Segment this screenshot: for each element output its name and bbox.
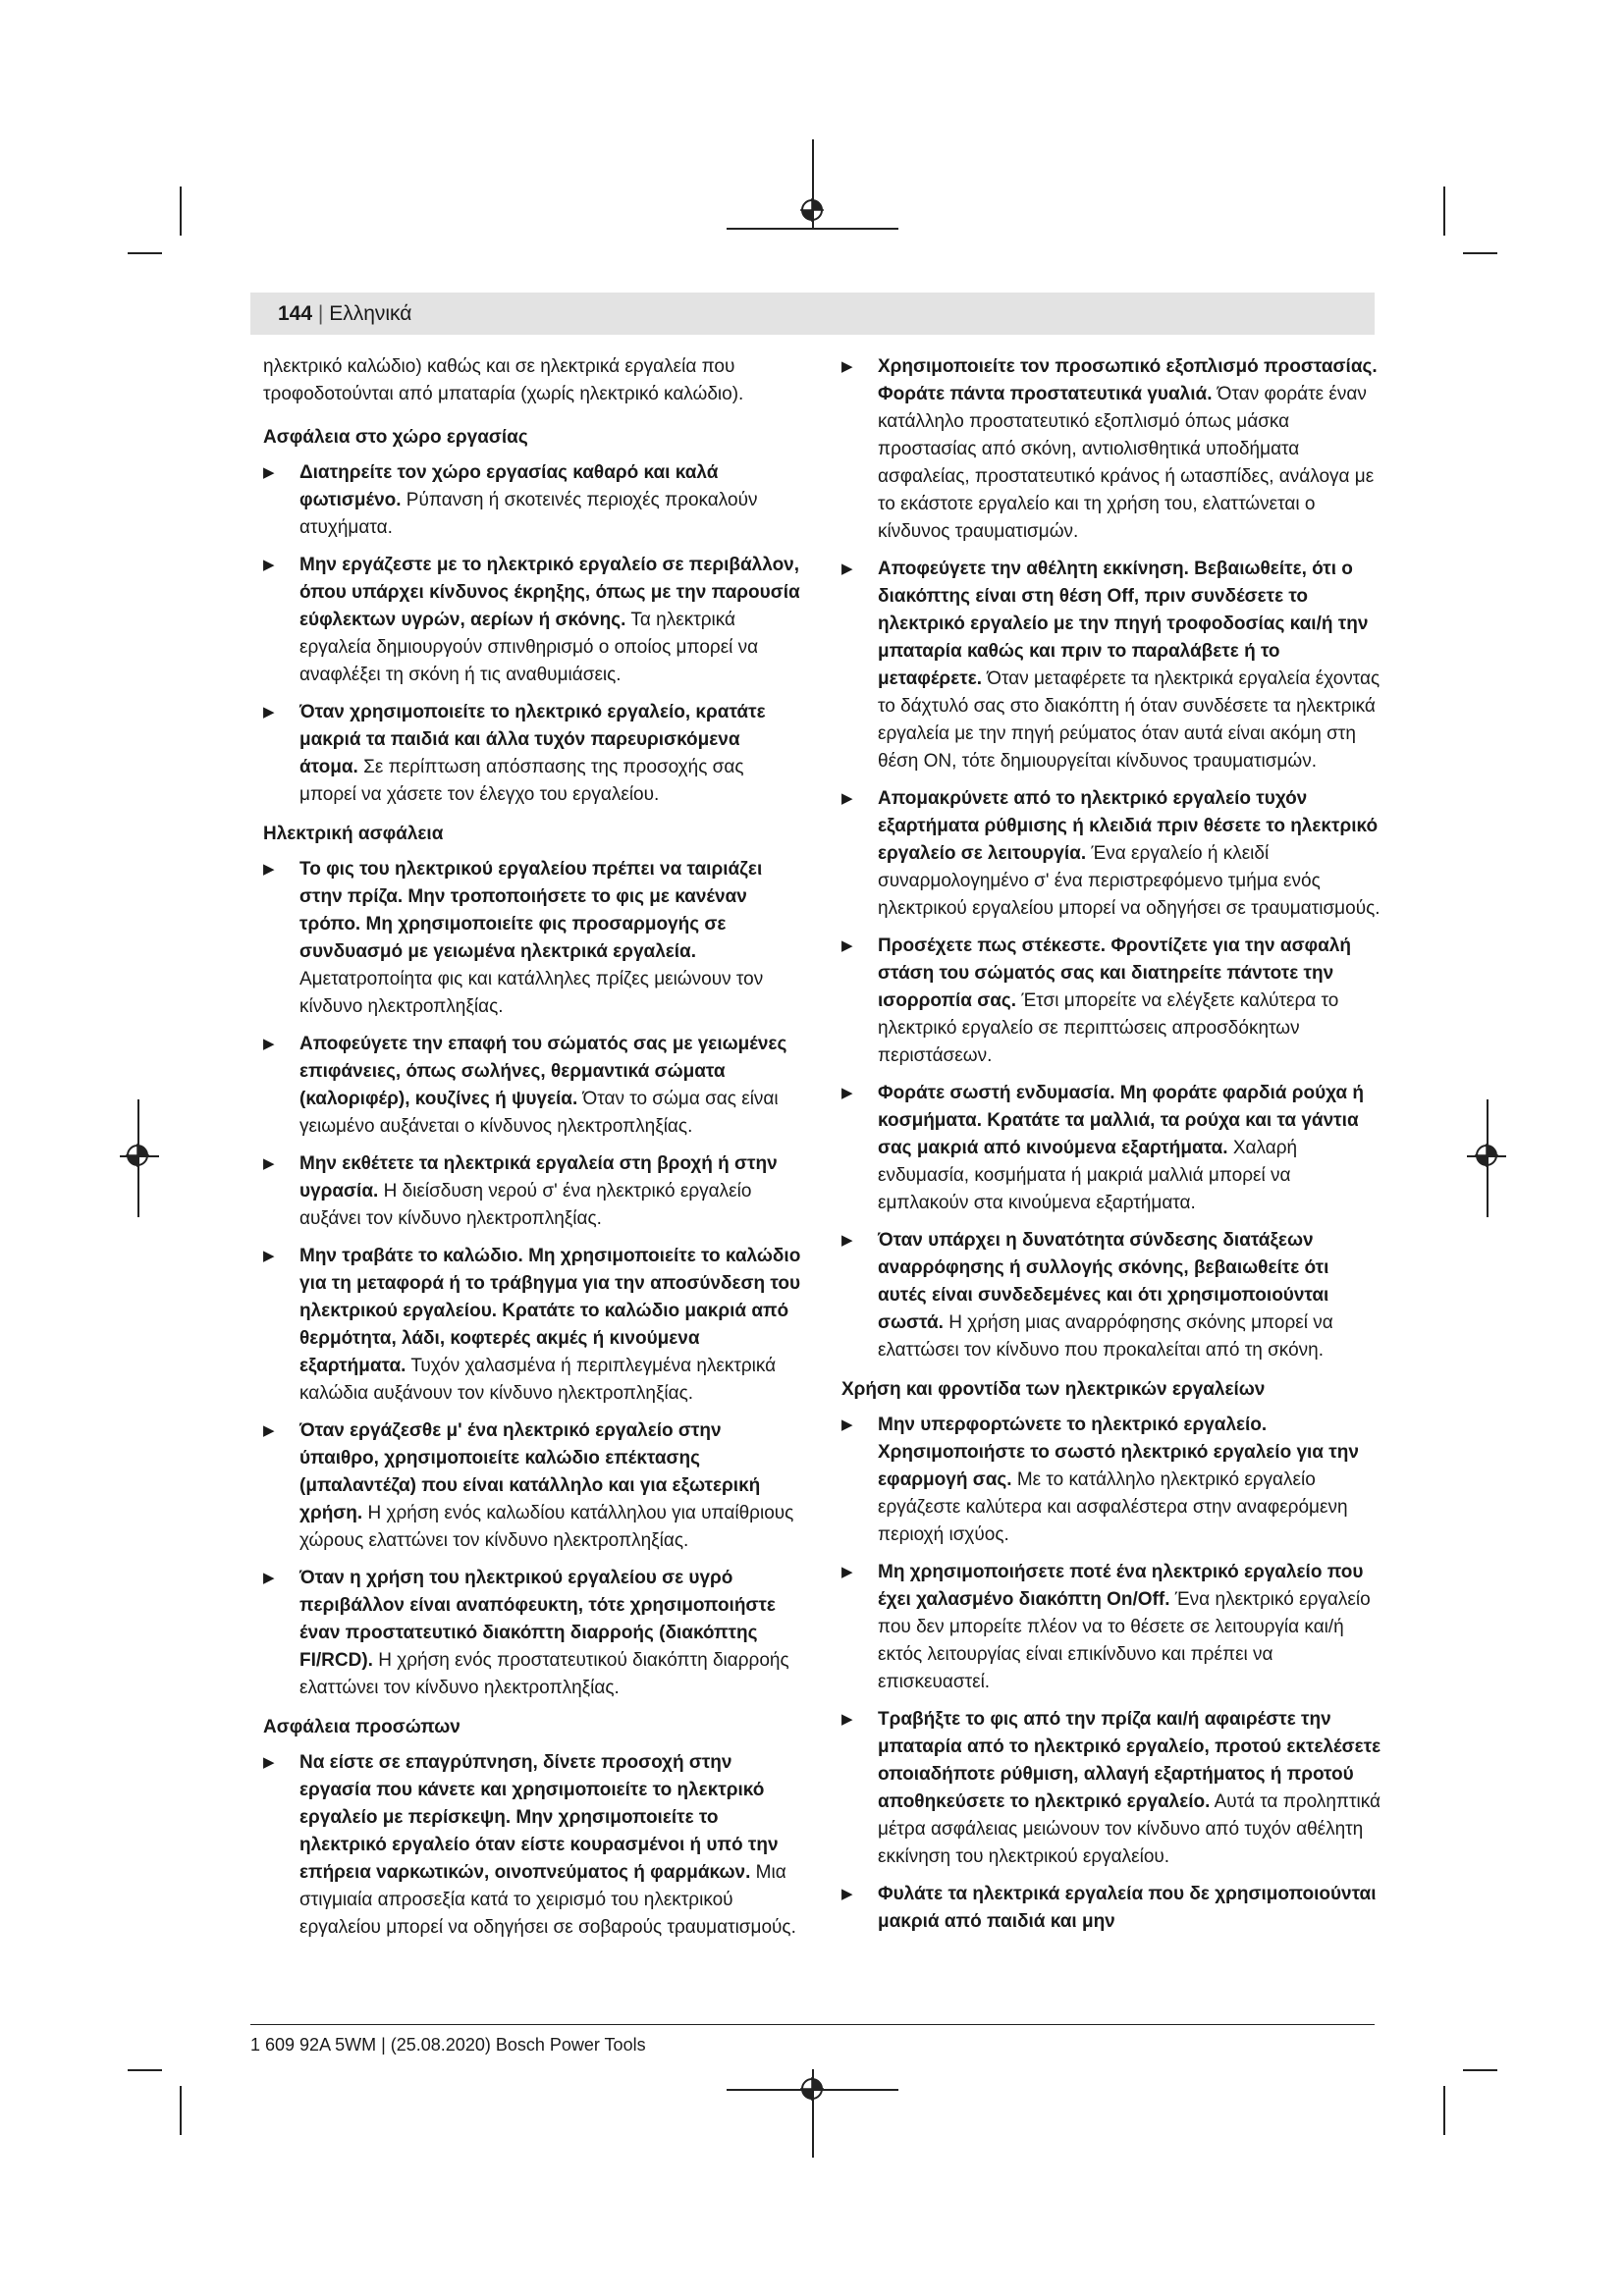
left-column [263, 353, 803, 1951]
page-header [278, 298, 411, 330]
bullet-arrow-icon: ▶ [841, 1085, 853, 1101]
header-language: Ελληνικά [329, 302, 412, 325]
bullet-arrow-icon: ▶ [841, 358, 853, 375]
page-number: 144 [278, 302, 313, 325]
bullet-arrow-icon: ▶ [263, 1422, 275, 1439]
bullet-arrow-icon: ▶ [263, 1155, 275, 1172]
section-heading: Ασφάλεια προσώπων [263, 1717, 460, 1737]
registration-target-icon [126, 1144, 149, 1167]
list-item: ▶ Το φις του ηλεκτρικού εργαλείου πρέπει να ταιριάζει στην πρίζα. Μην τροποποιήσετε το φις με κανέναν τρόπο. Μη χρησιμοποιείτε φις προσαρμογής σε συνδυασμό με γειωμένα ηλεκτρικά εργαλεία. Αμετατροποίητα φις και κατάλληλες πρίζες μειώνουν τον κίνδυνο ηλεκτροπληξίας. [263, 856, 803, 1021]
crop-mark [1463, 252, 1497, 254]
bullet-arrow-icon: ▶ [841, 1232, 853, 1249]
bullet-arrow-icon: ▶ [263, 1754, 275, 1771]
header-separator: | [317, 302, 324, 325]
section-heading: Ασφάλεια στο χώρο εργασίας [263, 427, 528, 448]
crop-mark [1443, 187, 1445, 236]
crop-mark [128, 252, 162, 254]
list-item: ▶ Διατηρείτε τον χώρο εργασίας καθαρό και καλά φωτισμένο. Ρύπανση ή σκοτεινές περιοχές προκαλούν ατυχήματα. [263, 459, 803, 542]
list-item: ▶ Μην εκθέτετε τα ηλεκτρικά εργαλεία στη βροχή ή στην υγρασία. Η διείσδυση νερού σ' ένα ηλεκτρικό εργαλείο αυξάνει τον κίνδυνο ηλεκτροπληξίας. [263, 1150, 803, 1233]
bullet-arrow-icon: ▶ [263, 464, 275, 481]
bullet-arrow-icon: ▶ [841, 937, 853, 954]
crop-mark [1443, 2086, 1445, 2135]
section-heading: Χρήση και φροντίδα των ηλεκτρικών εργαλείων [841, 1379, 1266, 1400]
list-item: ▶ Όταν υπάρχει η δυνατότητα σύνδεσης διατάξεων αναρρόφησης ή συλλογής σκόνης, βεβαιωθείτε ότι αυτές είναι συνδεδεμένες και ότι χρησιμοποιούνται σωστά. Η χρήση μιας αναρρόφησης σκόνης μπορεί να ελαττώσει τον κίνδυνο που προκαλείται από τη σκόνη. [841, 1227, 1381, 1364]
bullet-arrow-icon: ▶ [841, 561, 853, 577]
list-item: ▶ Μην τραβάτε το καλώδιο. Μη χρησιμοποιείτε το καλώδιο για τη μεταφορά ή το τράβηγμα για την αποσύνδεση του ηλεκτρικού εργαλείου. Κρατάτε το καλώδιο μακριά από θερμότητα, λάδι, κοφτερές ακμές ή κινούμενα εξαρτήματα. Τυχόν χαλασμένα ή περιπλεγμένα ηλεκτρικά καλώδια αυξάνουν τον κίνδυνο ηλεκτροπληξίας. [263, 1243, 803, 1408]
registration-target-icon [1475, 1144, 1498, 1167]
bullet-arrow-icon: ▶ [841, 1416, 853, 1433]
list-item: ▶ Φυλάτε τα ηλεκτρικά εργαλεία που δε χρησιμοποιούνται μακριά από παιδιά και μην [841, 1881, 1381, 1936]
list-item: ▶ Όταν χρησιμοποιείτε το ηλεκτρικό εργαλείο, κρατάτε μακριά τα παιδιά και άλλα τυχόν παρευρισκόμενα άτομα. Σε περίπτωση απόσπασης της προσοχής σας μπορεί να χάσετε τον έλεγχο του εργαλείου. [263, 699, 803, 809]
registration-line [727, 228, 898, 230]
list-item: ▶ Μη χρησιμοποιήσετε ποτέ ένα ηλεκτρικό εργαλείο που έχει χαλασμένο διακόπτη On/Off. Ένα ηλεκτρικό εργαλείο που δεν μπορείτε πλέον να το θέσετε σε λειτουργία και/ή εκτός λειτουργίας είναι επικίνδυνο και πρέπει να επισκευαστεί. [841, 1559, 1381, 1696]
bullet-arrow-icon: ▶ [263, 1570, 275, 1586]
bullet-arrow-icon: ▶ [841, 1886, 853, 1902]
bullet-arrow-icon: ▶ [841, 1564, 853, 1580]
list-item: ▶ Φοράτε σωστή ενδυμασία. Μη φοράτε φαρδιά ρούχα ή κοσμήματα. Κρατάτε τα μαλλιά, τα ρούχα και τα γάντια σας μακριά από κινούμενα εξαρτήματα. Χαλαρή ενδυμασία, κοσμήματα ή μακριά μαλλιά μπορεί να εμπλακούν στα κινούμενα εξαρτήματα. [841, 1080, 1381, 1217]
list-item: ▶ Τραβήξτε το φις από την πρίζα και/ή αφαιρέστε την μπαταρία από το ηλεκτρικό εργαλείο, προτού εκτελέσετε οποιαδήποτε ρύθμιση, αλλαγή εξαρτήματος ή προτού αποθηκεύσετε το ηλεκτρικό εργαλείο. Αυτά τα προληπτικά μέτρα ασφάλειας μειώνουν τον κίνδυνο από τυχόν αθέλητη εκκίνηση του ηλεκτρικού εργαλείου. [841, 1706, 1381, 1871]
list-item: ▶ Μην εργάζεστε με το ηλεκτρικό εργαλείο σε περιβάλλον, όπου υπάρχει κίνδυνος έκρηξης, όπως με την παρουσία εύφλεκτων υγρών, αερίων ή σκόνης. Τα ηλεκτρικά εργαλεία δημιουργούν σπινθηρισμό ο οποίος μπορεί να αναφλέξει τη σκόνη ή τις αναθυμιάσεις. [263, 552, 803, 689]
list-item: ▶ Να είστε σε επαγρύπνηση, δίνετε προσοχή στην εργασία που κάνετε και χρησιμοποιείτε το ηλεκτρικό εργαλείο με περίσκεψη. Μην χρησιμοποιείτε το ηλεκτρικό εργαλείο όταν είστε κουρασμένοι ή υπό την επήρεια ναρκωτικών, οινοπνεύματος ή φαρμάκων. Μια στιγμιαία απροσεξία κατά το χειρισμό του ηλεκτρικού εργαλείου μπορεί να οδηγήσει σε σοβαρούς τραυματισμούς. [263, 1749, 803, 1942]
list-item: ▶ Όταν εργάζεσθε μ' ένα ηλεκτρικό εργαλείο στην ύπαιθρο, χρησιμοποιείτε καλώδιο επέκτασης (μπαλαντέζα) που είναι κατάλληλο και για εξωτερική χρήση. Η χρήση ενός καλωδίου κατάλληλου για υπαίθριους χώρους ελαττώνει τον κίνδυνο ηλεκτροπληξίας. [263, 1417, 803, 1555]
list-item: ▶ Μην υπερφορτώνετε το ηλεκτρικό εργαλείο. Χρησιμοποιήστε το σωστό ηλεκτρικό εργαλείο για την εφαρμογή σας. Με το κατάλληλο ηλεκτρικό εργαλείο εργάζεστε καλύτερα και ασφαλέστερα στην αναφερόμενη περιοχή ισχύος. [841, 1412, 1381, 1549]
page-footer: 1 609 92A 5WM | (25.08.2020) Bosch Power Tools [250, 2035, 646, 2055]
list-item: ▶ Αποφεύγετε την αθέλητη εκκίνηση. Βεβαιωθείτε, ότι ο διακόπτης είναι στη θέση Off, πριν συνδέσετε το ηλεκτρικό εργαλείο με την πηγή τροφοδοσίας και/ή την μπαταρία καθώς και πριν το παραλάβετε ή το μεταφέρετε. Όταν μεταφέρετε τα ηλεκτρικά εργαλεία έχοντας το δάχτυλό σας στο διακόπτη ή όταν συνδέσετε τα ηλεκτρικά εργαλεία με την πηγή ρεύματος όταν αυτά είναι ακόμη στη θέση ON, τότε δημιουργείται κίνδυνος τραυματισμών. [841, 556, 1381, 775]
footer-rule [250, 2024, 1375, 2025]
bullet-arrow-icon: ▶ [263, 1036, 275, 1052]
bullet-arrow-icon: ▶ [841, 1711, 853, 1728]
list-item: ▶ Προσέχετε πως στέκεστε. Φροντίζετε για την ασφαλή στάση του σώματός σας και διατηρείτε πάντοτε την ισορροπία σας. Έτσι μπορείτε να ελέγξετε καλύτερα το ηλεκτρικό εργαλείο σε περιπτώσεις απροσδόκητων περιστάσεων. [841, 933, 1381, 1070]
intro-paragraph: ηλεκτρικό καλώδιο) καθώς και σε ηλεκτρικά εργαλεία που τροφοδοτούνται από μπαταρία (χωρίς ηλεκτρικό καλώδιο). [263, 356, 744, 404]
list-item: ▶ Απομακρύνετε από το ηλεκτρικό εργαλείο τυχόν εξαρτήματα ρύθμισης ή κλειδιά πριν θέσετε το ηλεκτρικό εργαλείο σε λειτουργία. Ένα εργαλείο ή κλειδί συναρμολογημένο σ' ένα περιστρεφόμενο τμήμα ενός ηλεκτρικού εργαλείου μπορεί να οδηγήσει σε τραυματισμούς. [841, 785, 1381, 923]
crop-mark [128, 2069, 162, 2071]
crop-mark [180, 187, 182, 236]
registration-target-icon [800, 198, 824, 222]
crop-mark [1463, 2069, 1497, 2071]
bullet-arrow-icon: ▶ [841, 790, 853, 807]
bullet-arrow-icon: ▶ [263, 1248, 275, 1264]
list-item: ▶ Αποφεύγετε την επαφή του σώματός σας με γειωμένες επιφάνειες, όπως σωλήνες, θερμαντικά σώματα (καλοριφέρ), κουζίνες ή ψυγεία. Όταν το σώμα σας είναι γειωμένο αυξάνεται ο κίνδυνος ηλεκτροπληξίας. [263, 1031, 803, 1141]
list-item: ▶ Χρησιμοποιείτε τον προσωπικό εξοπλισμό προστασίας. Φοράτε πάντα προστατευτικά γυαλιά. Όταν φοράτε έναν κατάλληλο προστατευτικό εξοπλισμό όπως μάσκα προστασίας από σκόνη, αντιολισθητικά υποδήματα ασφαλείας, προστατευτικό κράνος ή ωτασπίδες, ανάλογα με το εκάστοτε εργαλείο και τη χρήση του, ελαττώνεται ο κίνδυνος τραυματισμών. [841, 353, 1381, 546]
page-header-band [250, 293, 1375, 335]
crop-mark [180, 2086, 182, 2135]
bullet-arrow-icon: ▶ [263, 861, 275, 878]
section-heading: Ηλεκτρική ασφάλεια [263, 824, 444, 844]
right-column [841, 353, 1381, 1946]
bullet-arrow-icon: ▶ [263, 704, 275, 721]
list-item: ▶ Όταν η χρήση του ηλεκτρικού εργαλείου σε υγρό περιβάλλον είναι αναπόφευκτη, τότε χρησιμοποιήστε έναν προστατευτικό διακόπτη διαρροής (διακόπτης FI/RCD). Η χρήση ενός προστατευτικού διακόπτη διαρροής ελαττώνει τον κίνδυνο ηλεκτροπληξίας. [263, 1565, 803, 1702]
registration-target-icon [800, 2077, 824, 2101]
bullet-arrow-icon: ▶ [263, 557, 275, 573]
